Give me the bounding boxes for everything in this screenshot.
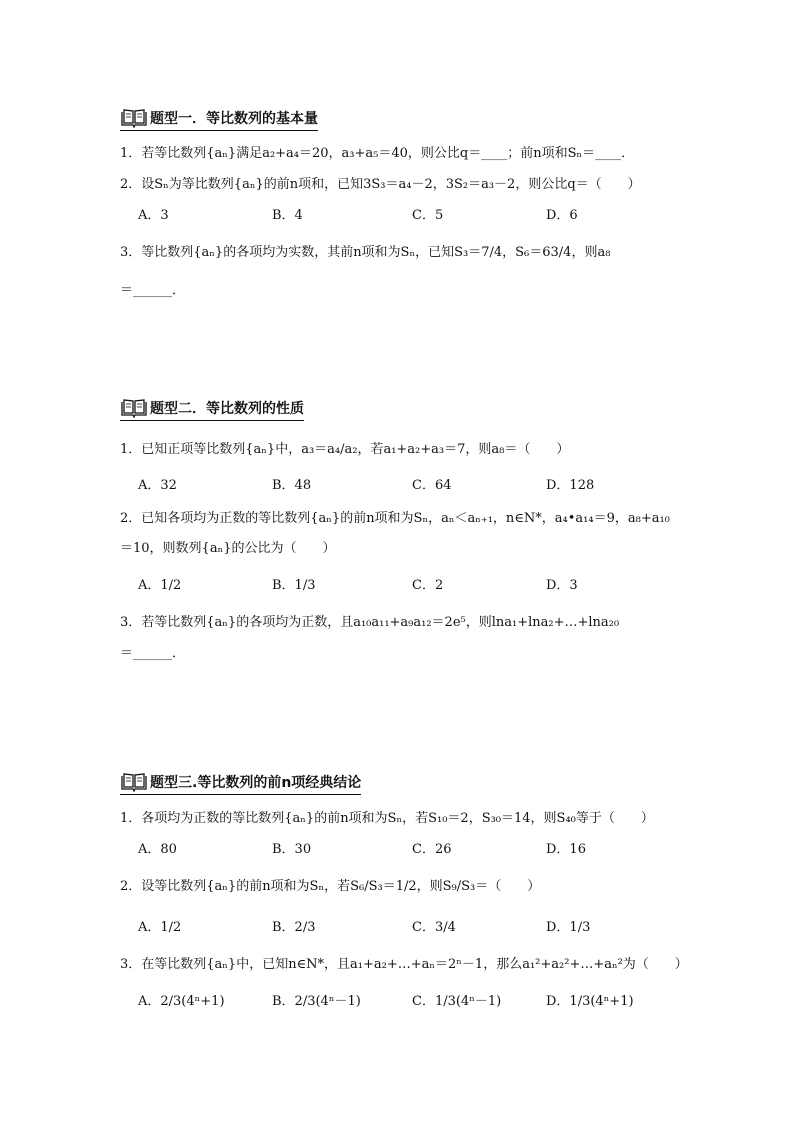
book-icon xyxy=(120,108,148,128)
option-b: B．30 xyxy=(272,842,312,857)
s2-question-3: 3．若等比数列{aₙ}的各项均为正数，且a₁₀a₁₁+a₉a₁₂＝2e⁵，则lna₁+lna₂+…+lna₂₀ xyxy=(120,615,620,630)
option-c: C．64 xyxy=(412,478,452,493)
option-a: A．2/3(4ⁿ+1) xyxy=(138,994,225,1009)
option-d: D．128 xyxy=(546,478,595,493)
option-a: A．32 xyxy=(138,478,177,493)
option-c: C．2 xyxy=(412,578,444,593)
s2-question-1: 1．已知正项等比数列{aₙ}中，a₃＝a₄/a₂，若a₁+a₂+a₃＝7，则a₈＝（ ） xyxy=(120,442,570,457)
option-d: D．1/3(4ⁿ+1) xyxy=(546,994,634,1009)
s1-question-3: 3．等比数列{aₙ}的各项均为实数，其前n项和为Sₙ，已知S₃＝7/4，S₆＝63/4，则a₈ xyxy=(120,245,611,260)
option-a: A．80 xyxy=(138,842,177,857)
s3-question-2: 2．设等比数列{aₙ}的前n项和为Sₙ，若S₆/S₃＝1/2，则S₉/S₃＝（ ） xyxy=(120,879,541,894)
section-2-heading xyxy=(120,396,304,421)
section-2-title: 题型二．等比数列的性质 xyxy=(150,401,304,417)
s3-question-3: 3．在等比数列{aₙ}中，已知n∈N*，且a₁+a₂+…+aₙ＝2ⁿ－1，那么a₁²+a₂²+…+aₙ²为（ ） xyxy=(120,957,688,972)
option-d: D．1/3 xyxy=(546,920,591,935)
option-d: D．3 xyxy=(546,578,578,593)
book-icon xyxy=(120,772,148,792)
section-1-title: 题型一．等比数列的基本量 xyxy=(150,111,318,127)
option-b: B．2/3 xyxy=(272,920,316,935)
option-a: A．1/2 xyxy=(138,578,182,593)
option-c: C．5 xyxy=(412,208,444,223)
s1-question-3-cont: ＝______． xyxy=(120,283,186,298)
section-3-heading xyxy=(120,770,361,795)
s3-question-1: 1．各项均为正数的等比数列{aₙ}的前n项和为Sₙ，若S₁₀＝2，S₃₀＝14，则S₄₀等于（ ） xyxy=(120,811,654,826)
section-3-title: 题型三.等比数列的前n项经典结论 xyxy=(150,775,362,791)
s1-question-2: 2．设Sₙ为等比数列{aₙ}的前n项和，已知3S₃＝a₄－2，3S₂＝a₃－2，则公比q＝（ ） xyxy=(120,177,641,192)
s2-question-2: 2．已知各项均为正数的等比数列{aₙ}的前n项和为Sₙ，aₙ＜aₙ₊₁，n∈N*，a₄•a₁₄＝9，a₈+a₁₀ xyxy=(120,511,670,526)
option-c: C．26 xyxy=(412,842,452,857)
s1-question-1: 1．若等比数列{aₙ}满足a₂+a₄＝20，a₃+a₅＝40，则公比q＝____；前n项和Sₙ＝____． xyxy=(120,146,635,161)
option-c: C．1/3(4ⁿ－1) xyxy=(412,994,502,1009)
option-d: D．16 xyxy=(546,842,586,857)
section-1-heading xyxy=(120,106,318,131)
option-d: D．6 xyxy=(546,208,578,223)
option-b: B．2/3(4ⁿ－1) xyxy=(272,994,361,1009)
option-c: C．3/4 xyxy=(412,920,456,935)
option-a: A．1/2 xyxy=(138,920,182,935)
s2-question-2-cont: ＝10，则数列{aₙ}的公比为（ ） xyxy=(120,541,336,556)
option-b: B．1/3 xyxy=(272,578,316,593)
option-a: A．3 xyxy=(138,208,169,223)
option-b: B．48 xyxy=(272,478,312,493)
option-b: B．4 xyxy=(272,208,303,223)
book-icon xyxy=(120,398,148,418)
s2-question-3-cont: ＝______． xyxy=(120,646,186,661)
